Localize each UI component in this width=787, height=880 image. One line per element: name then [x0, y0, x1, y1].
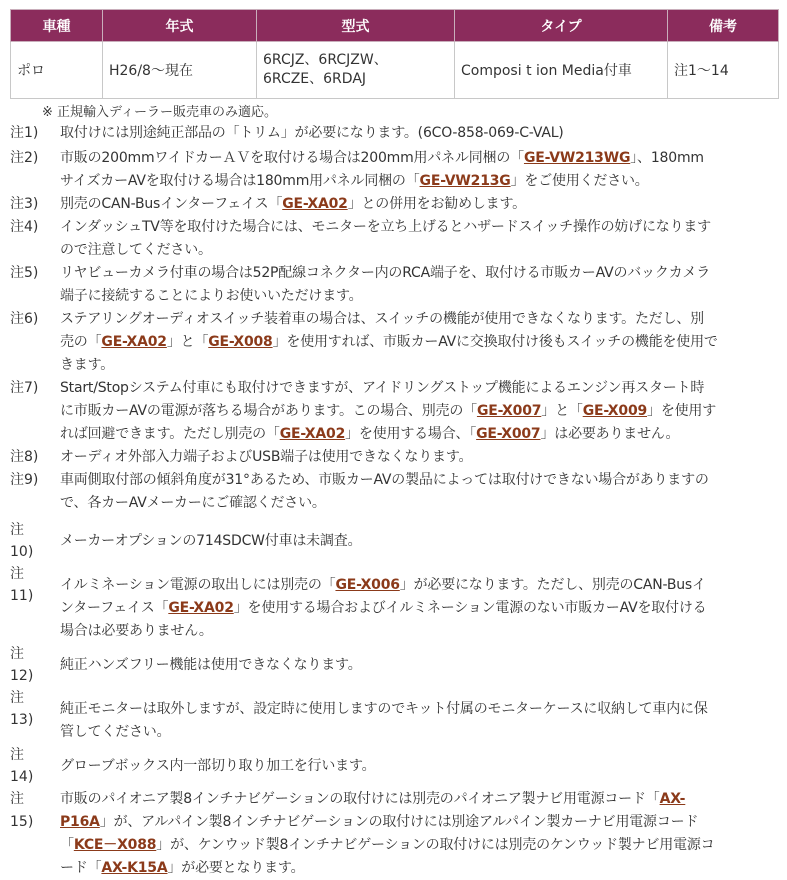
text-span: ード「 [60, 860, 102, 876]
note-text [60, 308, 780, 377]
text-span: 」との併用をお勧めします。 [347, 196, 526, 212]
cell-type: Composi t ion Media付車 [455, 42, 668, 99]
text-span: 」が、アルパイン製8インチナビゲーションの取付けには別途アルパイン製カーナビ用電源コード [99, 814, 699, 830]
product-link-ge-x008[interactable]: GE-X008 [208, 334, 273, 350]
label-part: 注 [10, 522, 24, 538]
cell-type-code [257, 42, 455, 99]
note-label: 注9) [10, 472, 39, 488]
note-text: 取付けには別途純正部品の「トリム」が必要になります。(6CO-858-069-C-VAL) [60, 125, 564, 141]
compatibility-table [10, 9, 779, 99]
note-11 [10, 563, 780, 643]
text-span: 」を使用すれば、市販カーAVに交換取付け後もスイッチの機能を使用で [272, 334, 718, 350]
text-span: 」と「 [541, 403, 583, 419]
label-part: 注 [10, 690, 24, 706]
text-span: 」が必要となります。 [167, 860, 305, 876]
text-line: 車両側取付部の傾斜角度が31°あるため、市販カーAVの製品によっては取付けできない場合がありますの [60, 472, 709, 488]
text-line: Start/Stopシステム付車にも取付けできますが、アイドリングストップ機能によるエンジン再スタート時 [60, 380, 705, 396]
type-code-line-1: 6RCJZ、6RCJZW、 [263, 52, 388, 68]
text-line [60, 574, 780, 597]
product-link-ax-k15a[interactable]: AX-K15A [101, 860, 168, 876]
text-line [60, 400, 780, 423]
note-8 [10, 446, 780, 469]
text-line: ので注意してください。 [60, 242, 212, 258]
notes-list [10, 122, 780, 880]
note-text [60, 262, 780, 308]
note-15 [10, 788, 780, 880]
note-1 [10, 122, 780, 145]
note-text [60, 469, 780, 515]
cell-remarks: 注1～14 [668, 42, 779, 99]
note-text [60, 788, 780, 880]
product-link-ax-p16a[interactable]: P16A [60, 814, 100, 830]
text-span: に市販カーAVの電源が落ちる場合があります。この場合、別売の「 [60, 403, 477, 419]
text-span: 」をご使用ください。 [510, 173, 649, 189]
text-span: 」が必要になります。ただし、別売のCAN-Busイ [399, 577, 706, 593]
product-link-ge-x007[interactable]: GE-X007 [476, 426, 541, 442]
text-span: 別売のCAN-Busインターフェイス「 [60, 196, 283, 212]
label-part: 15) [10, 814, 34, 830]
table-row [11, 42, 779, 99]
note-10 [10, 519, 780, 563]
note-label: 注3) [10, 196, 39, 212]
header-type-code: 型式 [257, 10, 455, 42]
label-part: 12) [10, 668, 34, 684]
label-part: 注 [10, 791, 24, 807]
text-line: 純正モニターは取外しますが、設定時に使用しますのでキット付属のモニターケースに収納して車内に保 [60, 701, 708, 717]
note-text [60, 377, 780, 446]
product-link-ge-x006[interactable]: GE-X006 [335, 577, 400, 593]
text-span: 」、180mm [630, 150, 704, 166]
header-model: 車種 [11, 10, 103, 42]
product-link-ge-xa02[interactable]: GE-XA02 [282, 196, 348, 212]
text-line: ステアリングオーディオスイッチ装着車の場合は、スイッチの機能が使用できなくなります。ただし、別 [60, 311, 704, 327]
cell-year: H26/8～現在 [103, 42, 257, 99]
note-text: オーディオ外部入力端子およびUSB端子は使用できなくなります。 [60, 449, 473, 465]
note-14 [10, 744, 780, 788]
note-label [10, 643, 60, 687]
text-span: 」を使用す [647, 403, 717, 419]
note-label [10, 744, 60, 788]
note-text: メーカーオプションの714SDCW付車は未調査。 [60, 533, 362, 549]
text-line [60, 331, 780, 354]
label-part: 注 [10, 566, 24, 582]
note-label [10, 687, 60, 731]
product-link-ge-x007[interactable]: GE-X007 [476, 403, 542, 419]
text-line [60, 423, 780, 446]
dealer-footnote: ※ 正規輸入ディーラー販売車のみ適応。 [42, 105, 277, 120]
text-line [60, 788, 780, 811]
note-label: 注7) [10, 380, 39, 396]
product-link-ge-xa02[interactable]: GE-XA02 [279, 426, 346, 442]
note-label: 注5) [10, 265, 39, 281]
note-12 [10, 643, 780, 687]
product-link-ge-vw213g[interactable]: GE-VW213G [419, 173, 511, 189]
text-line [60, 834, 780, 857]
label-part: 注 [10, 646, 24, 662]
note-label [10, 563, 60, 607]
product-link-ge-xa02[interactable]: GE-XA02 [168, 600, 234, 616]
text-line: 端子に接続することによりお使いいただけます。 [60, 288, 363, 304]
note-label: 注8) [10, 449, 39, 465]
note-label: 注6) [10, 311, 39, 327]
text-span: 」は必要ありません。 [540, 426, 680, 442]
text-span: 市販の200mmワイドカーＡＶを取付ける場合は200mm用パネル同梱の「 [60, 150, 524, 166]
label-part: 注 [10, 747, 24, 763]
note-2 [10, 147, 780, 193]
note-label: 注2) [10, 150, 39, 166]
type-code-line-2: 6RCZE、6RDAJ [263, 71, 367, 87]
text-line: インダッシュTV等を取付けた場合には、モニターを立ち上げるとハザードスイッチ操作の妨げになります [60, 219, 711, 235]
product-link-ge-vw213wg[interactable]: GE-VW213WG [523, 150, 631, 166]
text-span: 売の「 [60, 334, 102, 350]
label-part: 10) [10, 544, 34, 560]
note-4 [10, 216, 780, 262]
header-type: タイプ [455, 10, 668, 42]
text-span: 「 [60, 837, 74, 853]
note-text [60, 687, 780, 744]
note-label: 注1) [10, 125, 39, 141]
note-7 [10, 377, 780, 446]
note-text: グローブボックス内一部切り取り加工を行います。 [60, 758, 376, 774]
text-span: 」が、ケンウッド製8インチナビゲーションの取付けには別売のケンウッド製ナビ用電源コ [156, 837, 715, 853]
text-line: 場合は必要ありません。 [60, 623, 213, 639]
text-span: 」を使用する場合、「 [345, 426, 477, 442]
text-span: 」と「 [166, 334, 209, 350]
product-link-kce-x088[interactable]: KCE－X088 [73, 837, 157, 853]
note-5 [10, 262, 780, 308]
text-span: ンターフェイス「 [60, 600, 169, 616]
text-span: れば回避できます。ただし別売の「 [60, 426, 280, 442]
text-line [60, 597, 780, 620]
note-3 [10, 193, 780, 216]
header-remarks: 備考 [668, 10, 779, 42]
note-text [60, 563, 780, 643]
note-text [60, 216, 780, 262]
note-text [60, 193, 780, 216]
text-line [60, 811, 780, 834]
table-header-row [11, 10, 779, 42]
label-part: 14) [10, 769, 34, 785]
cell-model: ポロ [11, 42, 103, 99]
text-span: 市販のパイオニア製8インチナビゲーションの取付けには別売のパイオニア製ナビ用電源コード「 [60, 791, 660, 807]
note-13 [10, 687, 780, 744]
note-label [10, 788, 60, 834]
note-label: 注4) [10, 219, 39, 235]
text-span: 」を使用する場合およびイルミネーション電源のない市販カーAVを取付ける [233, 600, 707, 616]
text-line [60, 857, 780, 880]
note-6 [10, 308, 780, 377]
note-text: 純正ハンズフリー機能は使用できなくなります。 [60, 657, 362, 673]
text-line: リヤビューカメラ付車の場合は52P配線コネクター内のRCA端子を、取付ける市販カーAVのバックカメラ [60, 265, 711, 281]
text-span: サイズカーAVを取付ける場合は180mm用パネル同梱の「 [60, 173, 420, 189]
text-line: で、各カーAVメーカーにご確認ください。 [60, 495, 326, 511]
label-part: 13) [10, 712, 34, 728]
text-line: 管してください。 [60, 724, 171, 740]
note-9 [10, 469, 780, 515]
text-line: きます。 [60, 357, 115, 373]
note-text [60, 147, 780, 193]
product-link-ge-xa02[interactable]: GE-XA02 [101, 334, 167, 350]
header-year: 年式 [103, 10, 257, 42]
label-part: 11) [10, 588, 34, 604]
product-link-ge-x009[interactable]: GE-X009 [582, 403, 648, 419]
product-link-ax-p16a[interactable]: AX- [659, 791, 686, 807]
note-label [10, 519, 60, 563]
text-span: イルミネーション電源の取出しには別売の「 [60, 577, 336, 593]
